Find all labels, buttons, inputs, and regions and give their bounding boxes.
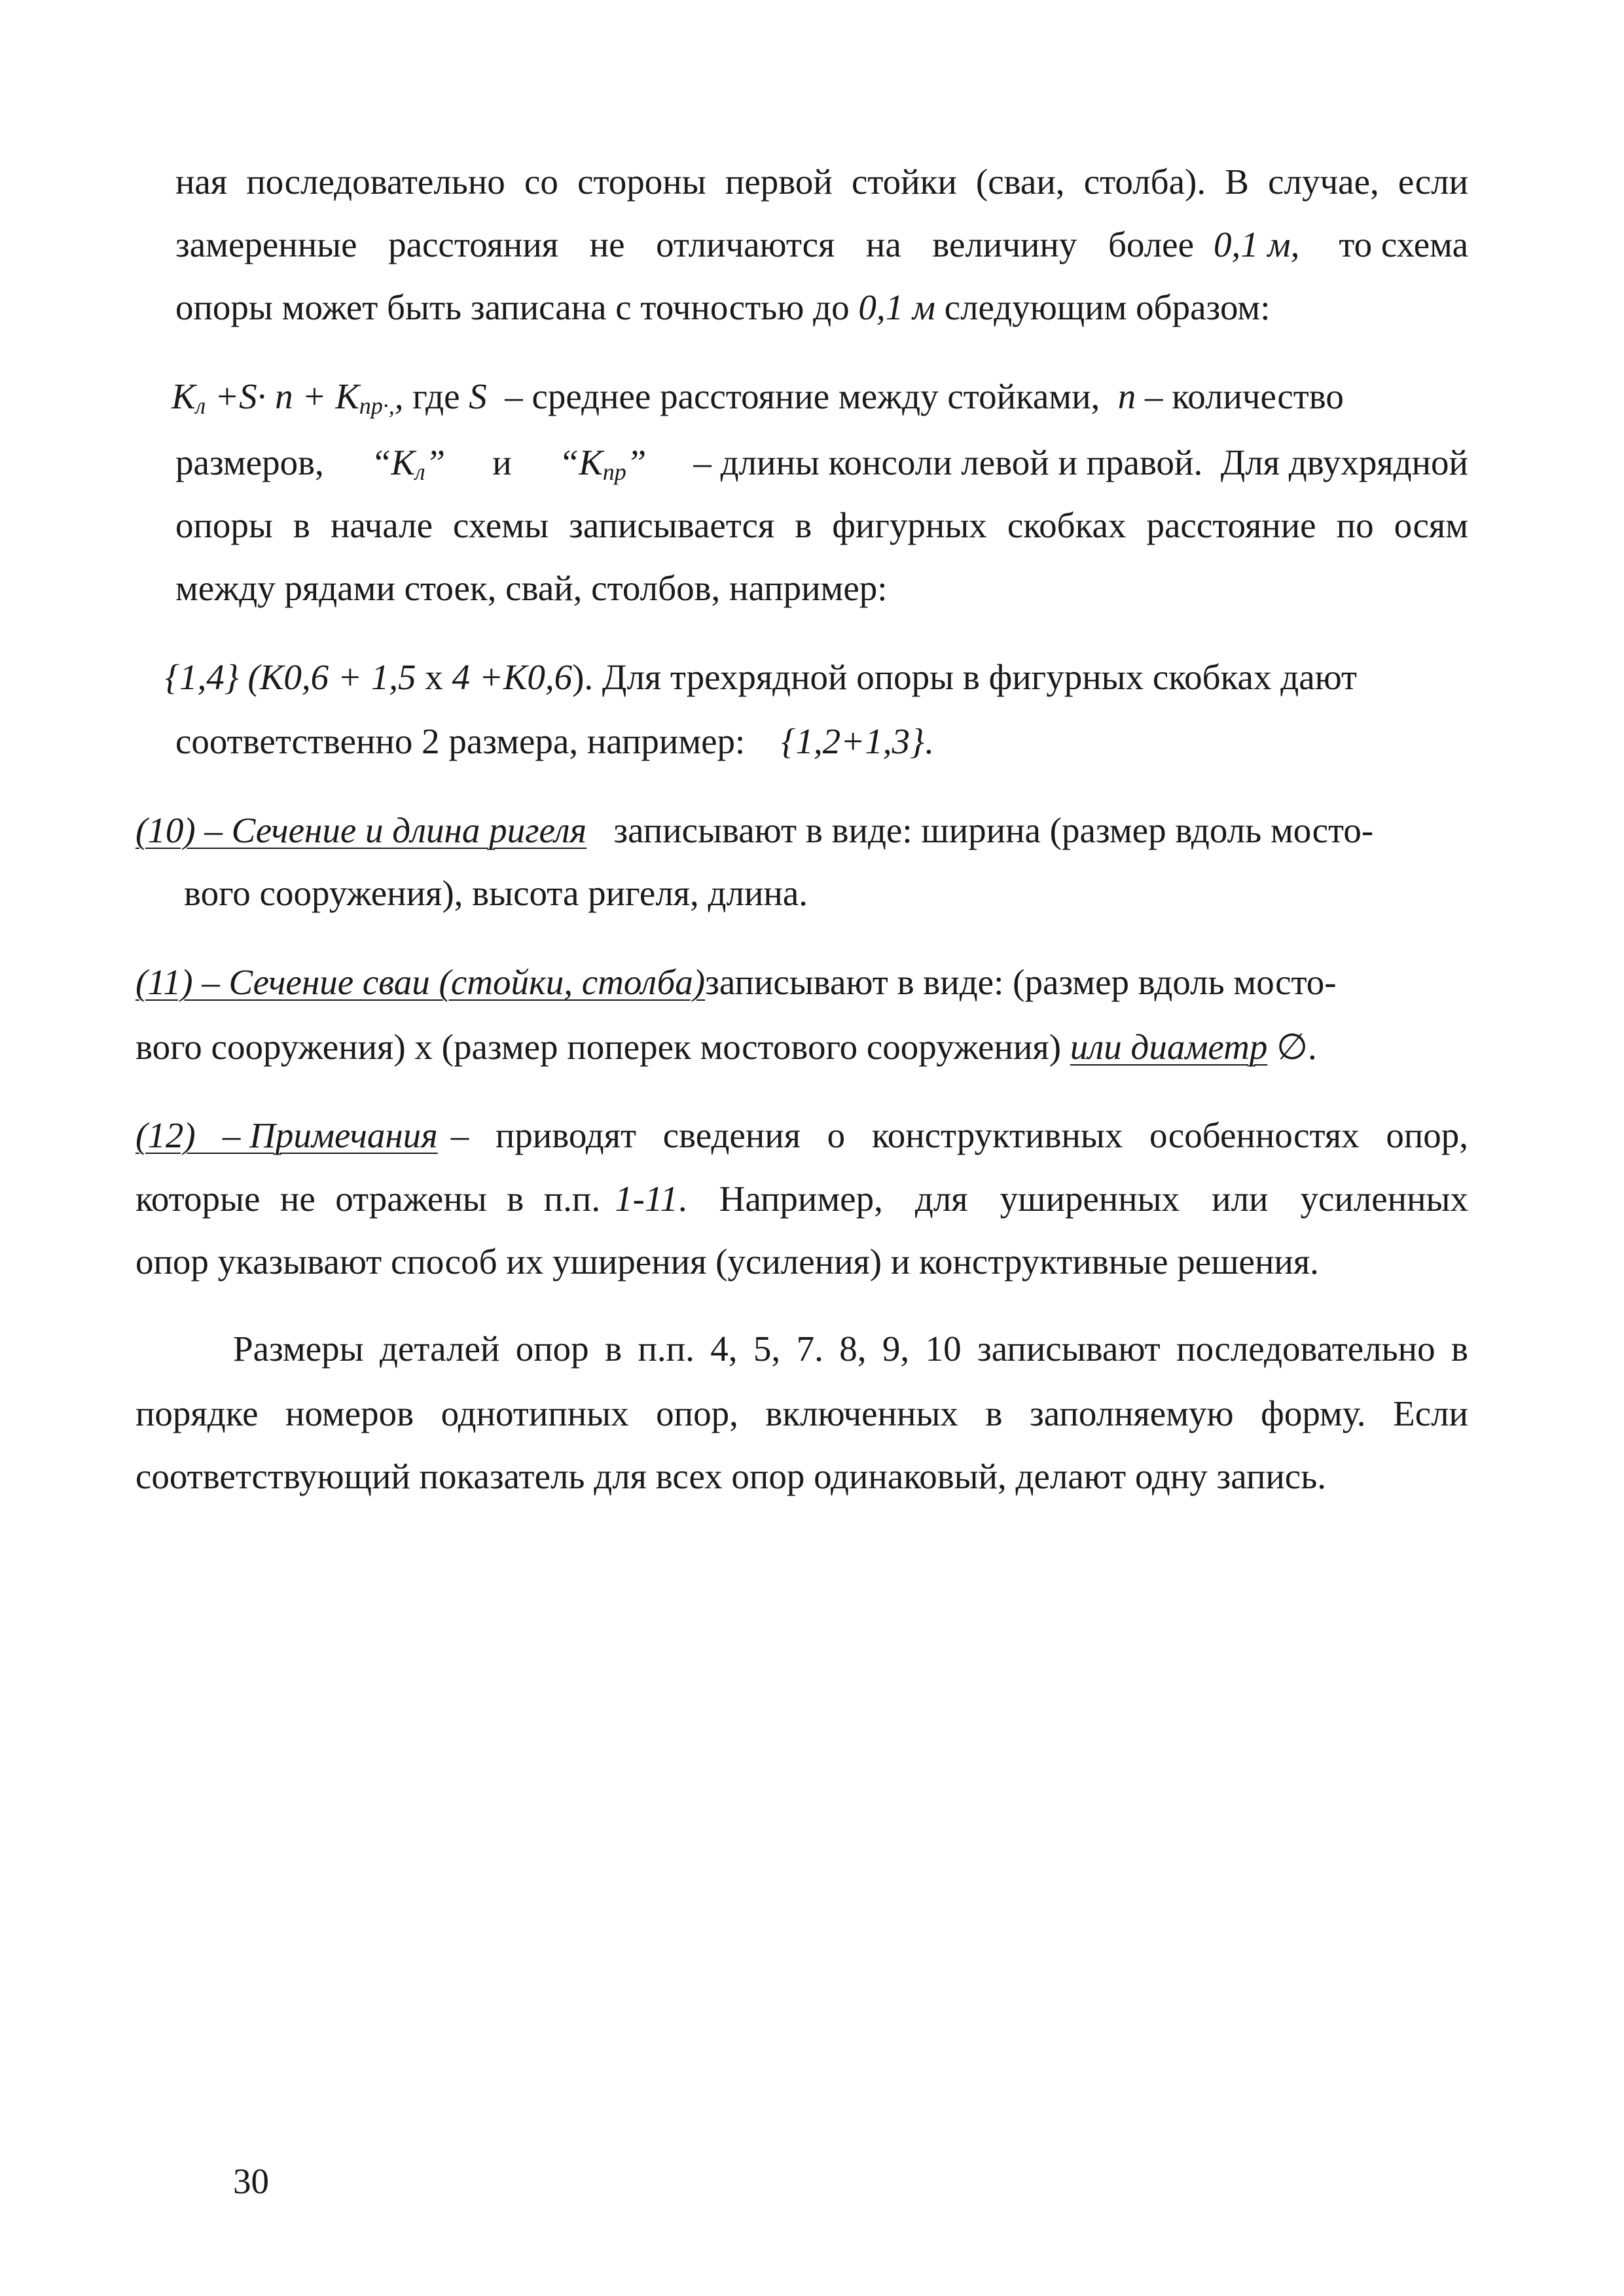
text-line-15 <box>135 1176 1468 1222</box>
heading-11-svai: (11) – Сечение сваи (стойки, столба) <box>135 962 706 1002</box>
text-line-7 <box>175 565 888 611</box>
text-l15a: которые не отражены в п.п. <box>135 1179 601 1219</box>
quote-kl-sub: л <box>414 459 425 485</box>
formula-x: х <box>425 657 443 697</box>
text-l5a: размеров, <box>175 442 324 482</box>
text-l15b: 1-11 <box>615 1179 678 1219</box>
quote-kpr-end: ” <box>626 442 647 482</box>
text-line-3 <box>175 285 1271 331</box>
brace-group-1: {1,4} <box>165 657 239 697</box>
text-line-9 <box>175 719 933 764</box>
text-l9c: . <box>924 721 933 761</box>
text-l4-mid: – среднее расстояние между стойками, <box>505 376 1100 416</box>
formula-plus: + <box>302 376 327 416</box>
text-l3c: следующим образом: <box>944 287 1271 327</box>
heading-10-rigel: (10) – Сечение и длина ригеля <box>135 810 587 850</box>
text-or-diameter: или диаметр <box>1070 1027 1268 1067</box>
formula-paren: (К0,6 + 1,5 <box>247 657 416 697</box>
text-l17: Размеры деталей опор в п.п. 4, 5, 7. 8, 9, 10 записывают последовательно в <box>233 1329 1468 1369</box>
text-l5-and: и <box>492 442 512 482</box>
text-l19: соответствующий показатель для всех опор одинаковый, делают одну запись. <box>135 1456 1327 1496</box>
text-line-10 <box>135 808 1468 853</box>
text-l2b: 0,1 м, <box>1214 224 1300 264</box>
formula-s: S <box>469 376 487 416</box>
quote-kpr: “К <box>558 442 603 482</box>
text-line-5 <box>175 440 1468 486</box>
text-l1: ная последовательно со стороны первой стойки (сваи, столба). В случае, если <box>175 162 1468 202</box>
text-l14b: – приводят сведения о конструктивных особенностях опор, <box>450 1115 1468 1155</box>
text-line-1 <box>175 159 1468 205</box>
formula-k2-sub: пр·, <box>359 393 395 419</box>
text-l11: вого сооружения), высота ригеля, длина. <box>184 873 808 913</box>
text-line-2 <box>175 222 1468 268</box>
text-l3a: опоры может быть записана с точностью до <box>175 287 850 327</box>
text-line-4 <box>171 374 1468 420</box>
text-l15c: . Например, для уширенных или усиленных <box>677 1179 1468 1219</box>
formula-k: К <box>171 376 196 416</box>
text-line-14 <box>135 1113 1468 1158</box>
text-line-19 <box>135 1454 1326 1499</box>
text-line-13 <box>135 1024 1317 1070</box>
quote-kl-end: ” <box>425 442 446 482</box>
text-l2a: замеренные расстояния не отличаются на величину более <box>175 224 1194 264</box>
formula-n2: n <box>1117 376 1136 416</box>
text-line-18 <box>135 1391 1468 1437</box>
text-gde: где <box>412 376 460 416</box>
formula-close: ). <box>572 657 594 697</box>
text-line-11 <box>184 870 808 916</box>
text-line-16 <box>135 1239 1319 1285</box>
text-l9a: соответственно 2 размера, например: <box>175 721 746 761</box>
text-l16: опор указывают способ их уширения (усиления) и конструктивные решения. <box>135 1242 1319 1282</box>
formula-k2: К <box>335 376 359 416</box>
formula-k-sub: л <box>195 393 206 419</box>
text-l8-rest: Для трехрядной опоры в фигурных скобках дают <box>602 657 1358 697</box>
formula-four: 4 +К0,6 <box>452 657 573 697</box>
text-l6: опоры в начале схемы записывается в фигурных скобках расстояние по осям <box>175 505 1468 545</box>
text-l3b: 0,1 м <box>858 287 935 327</box>
text-l4-rest: – количество <box>1145 376 1344 416</box>
text-l7: между рядами стоек, свай, столбов, например: <box>175 568 888 608</box>
text-line-8 <box>165 655 1468 700</box>
text-l12b: записывают в виде: (размер вдоль мосто- <box>705 962 1337 1002</box>
text-line-17 <box>233 1326 1468 1372</box>
brace-group-2: {1,2+1,3} <box>781 721 924 761</box>
text-l5-rest: – длины консоли левой и правой. Для двухрядной <box>693 442 1468 482</box>
formula-comma: , <box>394 376 404 416</box>
text-line-6 <box>175 503 1468 548</box>
text-l18: порядке номеров однотипных опор, включенных в заполняемую форму. Если <box>135 1393 1468 1433</box>
diameter-symbol: ∅. <box>1276 1027 1317 1067</box>
text-l2c: то схема <box>1339 224 1468 264</box>
text-l10b: записывают в виде: ширина (размер вдоль мосто- <box>613 810 1374 850</box>
quote-kl: “К <box>370 442 415 482</box>
heading-12-notes: (12) – Примечания <box>135 1115 438 1155</box>
page-number: 30 <box>233 2161 269 2201</box>
formula-plus-s: +S· <box>214 376 266 416</box>
text-l13a: вого сооружения) х (размер поперек мостового сооружения) <box>135 1027 1062 1067</box>
quote-kpr-sub: пр <box>602 459 626 485</box>
text-line-12 <box>135 960 1468 1005</box>
formula-n: n <box>275 376 293 416</box>
